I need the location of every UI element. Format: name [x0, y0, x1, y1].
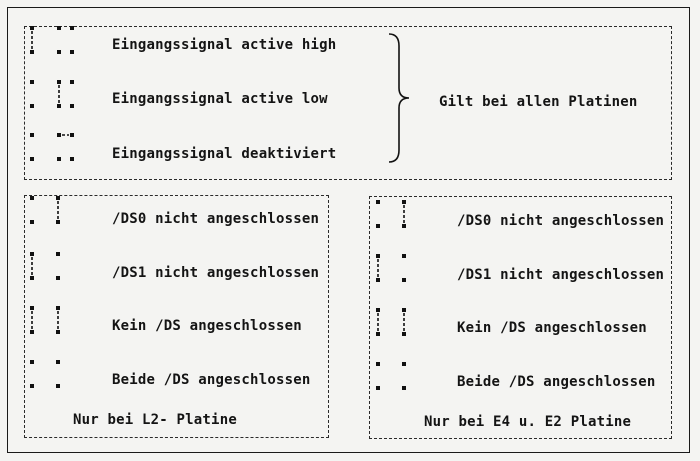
jumper-ds0-l2-icon: [28, 194, 68, 228]
e4-row-label-2: /DS1 nicht angeschlossen: [457, 267, 665, 283]
e4-row-label-3: Kein /DS angeschlossen: [457, 320, 647, 336]
all-boards-summary: Gilt bei allen Platinen: [439, 94, 638, 110]
l2-row-label-2: /DS1 nicht angeschlossen: [112, 265, 320, 281]
e4-e2-board-box: [369, 196, 672, 439]
jumper-both-e4-icon: [374, 360, 414, 394]
top-row-label-3: Eingangssignal deaktiviert: [112, 146, 337, 162]
top-row-label-1: Eingangssignal active high: [112, 37, 337, 53]
jumper-active-low-icon: [28, 78, 78, 112]
e4-row-label-4: Beide /DS angeschlossen: [457, 374, 656, 390]
jumper-deactivated-icon: [28, 131, 78, 165]
jumper-active-high-icon: [28, 24, 78, 58]
jumper-ds1-l2-icon: [28, 250, 68, 284]
jumper-none-l2-icon: [28, 304, 68, 338]
e4-row-label-1: /DS0 nicht angeschlossen: [457, 213, 665, 229]
top-row-label-2: Eingangssignal active low: [112, 91, 328, 107]
l2-row-label-4: Beide /DS angeschlossen: [112, 372, 311, 388]
jumper-ds0-e4-icon: [374, 198, 414, 232]
l2-board-box: [24, 195, 329, 438]
jumper-none-e4-icon: [374, 306, 414, 340]
l2-row-label-1: /DS0 nicht angeschlossen: [112, 211, 320, 227]
jumper-both-l2-icon: [28, 358, 68, 392]
l2-footer: Nur bei L2- Platine: [73, 412, 237, 428]
curly-brace-icon: [385, 32, 415, 164]
l2-row-label-3: Kein /DS angeschlossen: [112, 318, 302, 334]
e4-footer: Nur bei E4 u. E2 Platine: [424, 414, 632, 430]
jumper-ds1-e4-icon: [374, 252, 414, 286]
